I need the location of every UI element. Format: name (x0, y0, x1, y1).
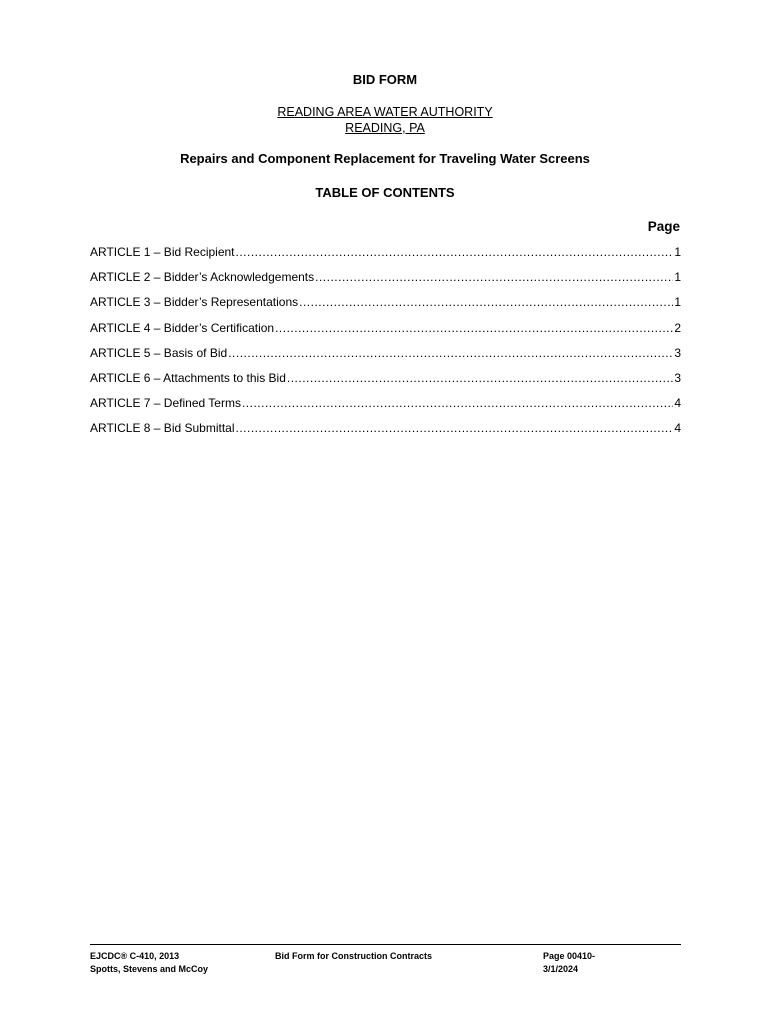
document-title: BID FORM (352, 72, 418, 87)
toc-entry-label: ARTICLE 4 – Bidder’s Certification (90, 320, 275, 335)
toc-entry-article-5[interactable] (90, 346, 681, 371)
project-title: Repairs and Component Replacement for Traveling Water Screens (180, 151, 590, 166)
toc-dot-leader (236, 245, 674, 259)
footer-standard-ref: EJCDC® C-410, 2013 (90, 951, 180, 961)
toc-entry-article-2[interactable] (90, 270, 681, 295)
toc-entry-page: 4 (674, 421, 681, 436)
toc-entry-article-7[interactable] (90, 396, 681, 421)
table-of-contents (90, 245, 681, 447)
footer-page-number: Page 00410- (543, 951, 596, 961)
footer-right (543, 950, 595, 976)
footer-center (275, 950, 432, 963)
authority-block (0, 104, 770, 136)
toc-entry-article-3[interactable] (90, 295, 681, 320)
authority-name: READING AREA WATER AUTHORITY (277, 105, 493, 119)
toc-entry-page: 4 (674, 396, 681, 411)
toc-dot-leader (275, 321, 673, 335)
toc-entry-article-8[interactable] (90, 421, 681, 446)
toc-dot-leader (228, 346, 673, 360)
toc-dot-leader (315, 270, 673, 284)
footer-divider (90, 944, 681, 945)
toc-dot-leader (287, 371, 673, 385)
toc-entry-label: ARTICLE 8 – Bid Submittal (90, 421, 235, 436)
toc-entry-page: 3 (674, 370, 681, 385)
footer-left (90, 950, 208, 976)
toc-entry-page: 1 (674, 270, 681, 285)
toc-entry-label: ARTICLE 5 – Basis of Bid (90, 345, 228, 360)
toc-entry-article-1[interactable] (90, 245, 681, 270)
toc-dot-leader (242, 396, 673, 410)
toc-entry-label: ARTICLE 2 – Bidder’s Acknowledgements (90, 270, 315, 285)
toc-entry-label: ARTICLE 6 – Attachments to this Bid (90, 370, 286, 385)
toc-title: TABLE OF CONTENTS (315, 185, 455, 200)
toc-entry-label: ARTICLE 7 – Defined Terms (90, 396, 241, 411)
footer-document-name: Bid Form for Construction Contracts (275, 951, 432, 961)
toc-entry-page: 1 (674, 295, 681, 310)
toc-entry-label: ARTICLE 1 – Bid Recipient (90, 245, 235, 259)
toc-entry-article-6[interactable] (90, 371, 681, 396)
footer-engineer: Spotts, Stevens and McCoy (90, 964, 209, 974)
toc-dot-leader (236, 421, 674, 435)
authority-location: READING, PA (345, 121, 425, 135)
toc-entry-page: 1 (674, 245, 681, 259)
toc-entry-label: ARTICLE 3 – Bidder’s Representations (90, 295, 299, 310)
toc-dot-leader (299, 295, 673, 309)
toc-entry-article-4[interactable] (90, 321, 681, 346)
footer-date: 3/1/2024 (543, 964, 579, 974)
toc-page-column-label: Page (647, 219, 680, 234)
toc-entry-page: 2 (674, 320, 681, 335)
toc-entry-page: 3 (674, 345, 681, 360)
